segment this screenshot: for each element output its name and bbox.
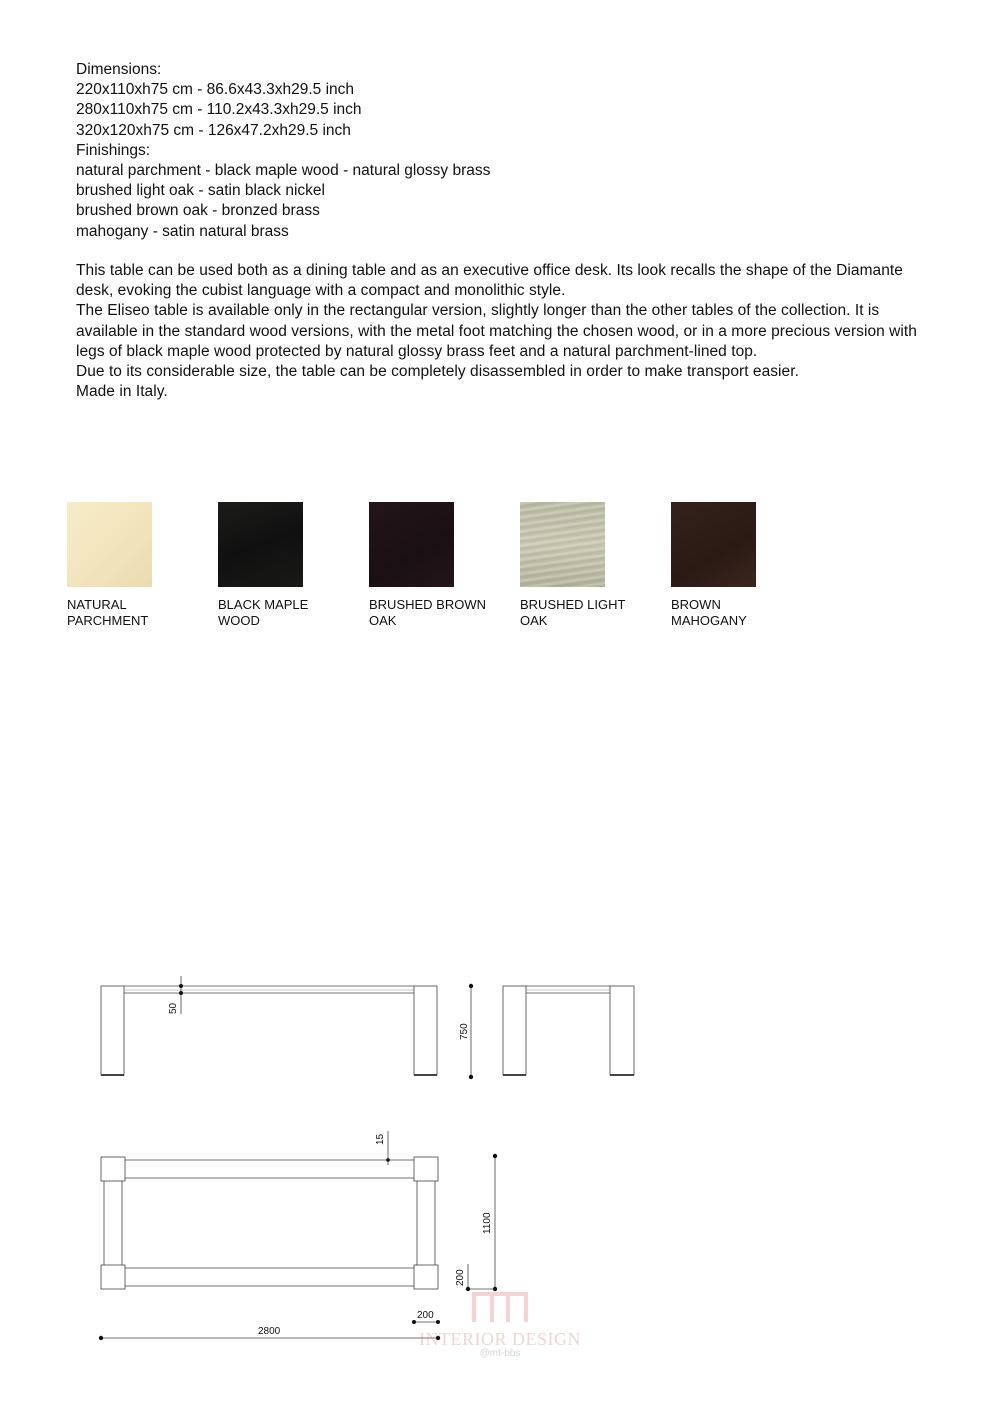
watermark-handle: @mt-bbs bbox=[479, 1348, 521, 1359]
dimensions-heading: Dimensions: bbox=[76, 61, 162, 78]
finishing-line: natural parchment - black maple wood - natural glossy brass bbox=[76, 162, 491, 180]
swatch-label-line: OAK bbox=[369, 612, 397, 628]
swatch-label-line: WOOD bbox=[218, 612, 260, 628]
dimension-line: 280x110xh75 cm - 110.2x43.3xh29.5 inch bbox=[76, 101, 362, 119]
swatch-label-line: BRUSHED BROWN bbox=[369, 597, 487, 612]
swatch-label-line: NATURAL bbox=[67, 597, 127, 612]
finishings-heading: Finishings: bbox=[76, 141, 151, 159]
dim-dot bbox=[469, 984, 473, 988]
side-elevation bbox=[503, 986, 634, 1075]
swatch-label-line: PARCHMENT bbox=[67, 612, 149, 628]
dim-dot bbox=[99, 1336, 103, 1340]
plan-leg-bottom-left bbox=[101, 1265, 125, 1289]
dim-dot bbox=[469, 1075, 473, 1079]
description-paragraph: Made in Italy. bbox=[76, 383, 168, 401]
front-right-leg bbox=[414, 986, 437, 1075]
dim-dot bbox=[386, 1158, 390, 1162]
side-left-leg bbox=[503, 986, 526, 1075]
dim-label-plan-leg-width: 200 bbox=[417, 1310, 434, 1321]
plan-leg-top-right bbox=[414, 1157, 438, 1181]
side-right-leg bbox=[610, 986, 634, 1075]
plan-leg-bottom-right bbox=[414, 1265, 438, 1289]
dim-label-plan-frame: 15 bbox=[375, 1133, 386, 1145]
dim-label-plan-length: 2800 bbox=[258, 1326, 281, 1337]
watermark-logo-icon bbox=[470, 1288, 530, 1324]
dimension-plan-frame bbox=[386, 1131, 390, 1165]
finishing-line: brushed light oak - satin black nickel bbox=[76, 182, 325, 200]
dim-dot bbox=[179, 984, 183, 988]
swatch-label-line: BLACK MAPLE bbox=[218, 597, 309, 612]
finishing-line: mahogany - satin natural brass bbox=[76, 222, 289, 240]
swatch-label-line: BRUSHED LIGHT bbox=[520, 597, 626, 612]
watermark bbox=[414, 1288, 586, 1359]
dim-label-top-thickness: 50 bbox=[168, 1002, 179, 1014]
dim-label-plan-leg-depth: 200 bbox=[455, 1269, 466, 1286]
plan-view bbox=[101, 1157, 438, 1289]
dim-dot bbox=[179, 991, 183, 995]
dim-dot bbox=[493, 1154, 497, 1158]
dimension-line: 320x120xh75 cm - 126x47.2xh29.5 inch bbox=[76, 121, 351, 139]
finishing-line: brushed brown oak - bronzed brass bbox=[76, 202, 320, 220]
description-paragraph: This table can be used both as a dining table and as an executive office desk. Its look recalls the shape of the Diamante desk, evoking the cubist language with a compact and monolithic style. bbox=[76, 262, 903, 300]
watermark-name: INTERIOR DESIGN bbox=[419, 1329, 581, 1349]
dim-label-plan-depth: 1100 bbox=[482, 1212, 493, 1234]
swatch-label-line: BROWN bbox=[671, 597, 721, 612]
front-elevation bbox=[101, 986, 437, 1075]
description-paragraph: The Eliseo table is available only in the rectangular version, slightly longer than the other tables of the collection. It is available in the standard wood versions, with the metal foot matching the chosen wood, or in a more precious version with legs of black maple wood protected by natural glossy brass feet and a natural parchment-lined top. bbox=[76, 302, 917, 360]
swatch-label-line: MAHOGANY bbox=[671, 612, 747, 628]
swatch-label-line: OAK bbox=[520, 612, 548, 628]
dim-label-height: 750 bbox=[459, 1023, 470, 1040]
description-paragraph: Due to its considerable size, the table can be completely disassembled in order to make transport easier. bbox=[76, 363, 799, 381]
dimension-plan-depth bbox=[493, 1154, 497, 1291]
dimension-line: 220x110xh75 cm - 86.6x43.3xh29.5 inch bbox=[76, 81, 355, 99]
dimension-top-thickness bbox=[179, 976, 183, 1014]
plan-leg-top-left bbox=[101, 1157, 125, 1181]
front-left-leg bbox=[101, 986, 124, 1075]
